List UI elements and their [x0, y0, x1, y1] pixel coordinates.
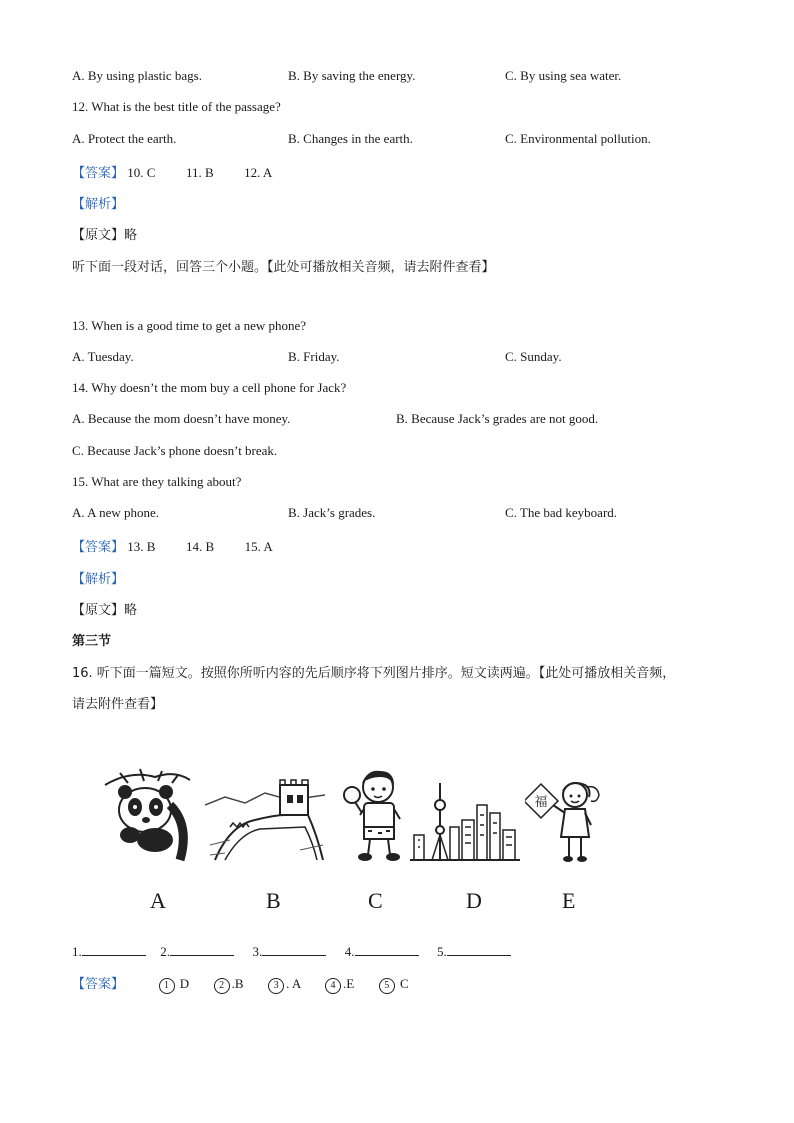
dialogue-instruction: 听下面一段对话，回答三个小题。【此处可播放相关音频，请去附件查看】 [72, 260, 495, 275]
q14-option-c: C. Because Jack’s phone doesn’t break. [72, 443, 278, 458]
q15-option-c: C. The bad keyboard. [505, 505, 618, 520]
picture-letter-a: A [150, 888, 166, 913]
panda-picture [100, 765, 195, 865]
fu-sign-char: 福 [534, 795, 548, 810]
q15-option-b: B. Jack’s grades. [288, 505, 376, 520]
answer-item: 15. A [244, 539, 273, 554]
blank-label: 4. [344, 944, 355, 959]
answer-num: 2 [214, 978, 230, 994]
answer-tag: 【答案】 [72, 977, 125, 992]
q12-option-c: C. Environmental pollution. [505, 131, 651, 146]
q13-option-a: A. Tuesday. [72, 349, 134, 364]
blank-label: 2. [160, 944, 170, 959]
answer-item: 13. B [127, 539, 156, 554]
answer-block-2 [72, 536, 273, 555]
answer-item: C [396, 976, 409, 991]
q13-option-c: C. Sunday. [505, 349, 562, 364]
q14-option-b: B. Because Jack’s grades are not good. [396, 411, 599, 426]
picture-letter-c: C [368, 888, 383, 913]
answer-blanks [72, 943, 511, 960]
q15-question: 15. What are they talking about? [72, 474, 242, 489]
analysis-label-2: 【解析】 [72, 572, 125, 587]
answer-item: . A [286, 976, 301, 991]
blank-label: 5. [437, 944, 447, 959]
q12-option-a: A. Protect the earth. [72, 131, 177, 146]
original-label: 【原文】 [72, 228, 125, 243]
answer-item: 12. A [244, 165, 273, 180]
q11-option-b: B. By saving the energy. [288, 68, 416, 83]
q12-option-b: B. Changes in the earth. [288, 131, 413, 146]
boy-ping-pong-picture [340, 765, 410, 865]
q16-instruction-line1: 16. 听下面一篇短文。按照你所听内容的先后顺序将下列图片排序。短文读两遍。【此处可播放相关音频， [72, 666, 676, 681]
answer-item: 11. B [185, 165, 214, 180]
blank-line[interactable] [170, 943, 234, 956]
answer-item: .B [231, 976, 244, 991]
blank-line[interactable] [82, 943, 146, 956]
answer-tag: 【答案】 [72, 166, 125, 181]
answer-item: 10. C [127, 165, 156, 180]
q14-question: 14. Why doesn’t the mom buy a cell phone for Jack? [72, 380, 347, 395]
answer-item: .E [343, 976, 355, 991]
answer-block-3 [72, 973, 409, 994]
answer-item: D [176, 976, 190, 991]
original-block-2 [72, 599, 137, 618]
picture-letter-d: D [466, 888, 482, 913]
shanghai-skyline-picture [410, 765, 520, 865]
original-block-1 [72, 224, 137, 243]
blank-line[interactable] [262, 943, 326, 956]
q14-option-a: A. Because the mom doesn’t have money. [72, 411, 291, 426]
blank-label: 3. [252, 944, 263, 959]
original-text: 略 [124, 228, 138, 243]
blank-line[interactable] [447, 943, 511, 956]
q11-option-c: C. By using sea water. [505, 68, 622, 83]
blank-line[interactable] [355, 943, 419, 956]
q13-question: 13. When is a good time to get a new phone? [72, 318, 307, 333]
answer-tag: 【答案】 [72, 540, 125, 555]
answer-item: 14. B [185, 539, 215, 554]
answer-num: 4 [325, 978, 341, 994]
analysis-label-1: 【解析】 [72, 197, 125, 212]
original-label: 【原文】 [72, 603, 125, 618]
q16-instruction-line2: 请去附件查看】 [72, 697, 164, 712]
q12-question: 12. What is the best title of the passage? [72, 99, 281, 114]
q13-option-b: B. Friday. [288, 349, 340, 364]
answer-num: 3 [268, 978, 284, 994]
section3-title: 第三节 [72, 634, 112, 649]
great-wall-picture [205, 765, 325, 865]
q11-option-a: A. By using plastic bags. [72, 68, 202, 83]
answer-block-1 [72, 162, 272, 181]
answer-num: 5 [379, 978, 395, 994]
picture-letter-b: B [266, 888, 281, 913]
picture-letter-e: E [562, 888, 576, 913]
q15-option-a: A. A new phone. [72, 505, 160, 520]
blank-label: 1. [72, 944, 82, 959]
girl-fu-sign-picture [525, 765, 610, 870]
answer-num: 1 [159, 978, 175, 994]
original-text: 略 [124, 603, 138, 618]
